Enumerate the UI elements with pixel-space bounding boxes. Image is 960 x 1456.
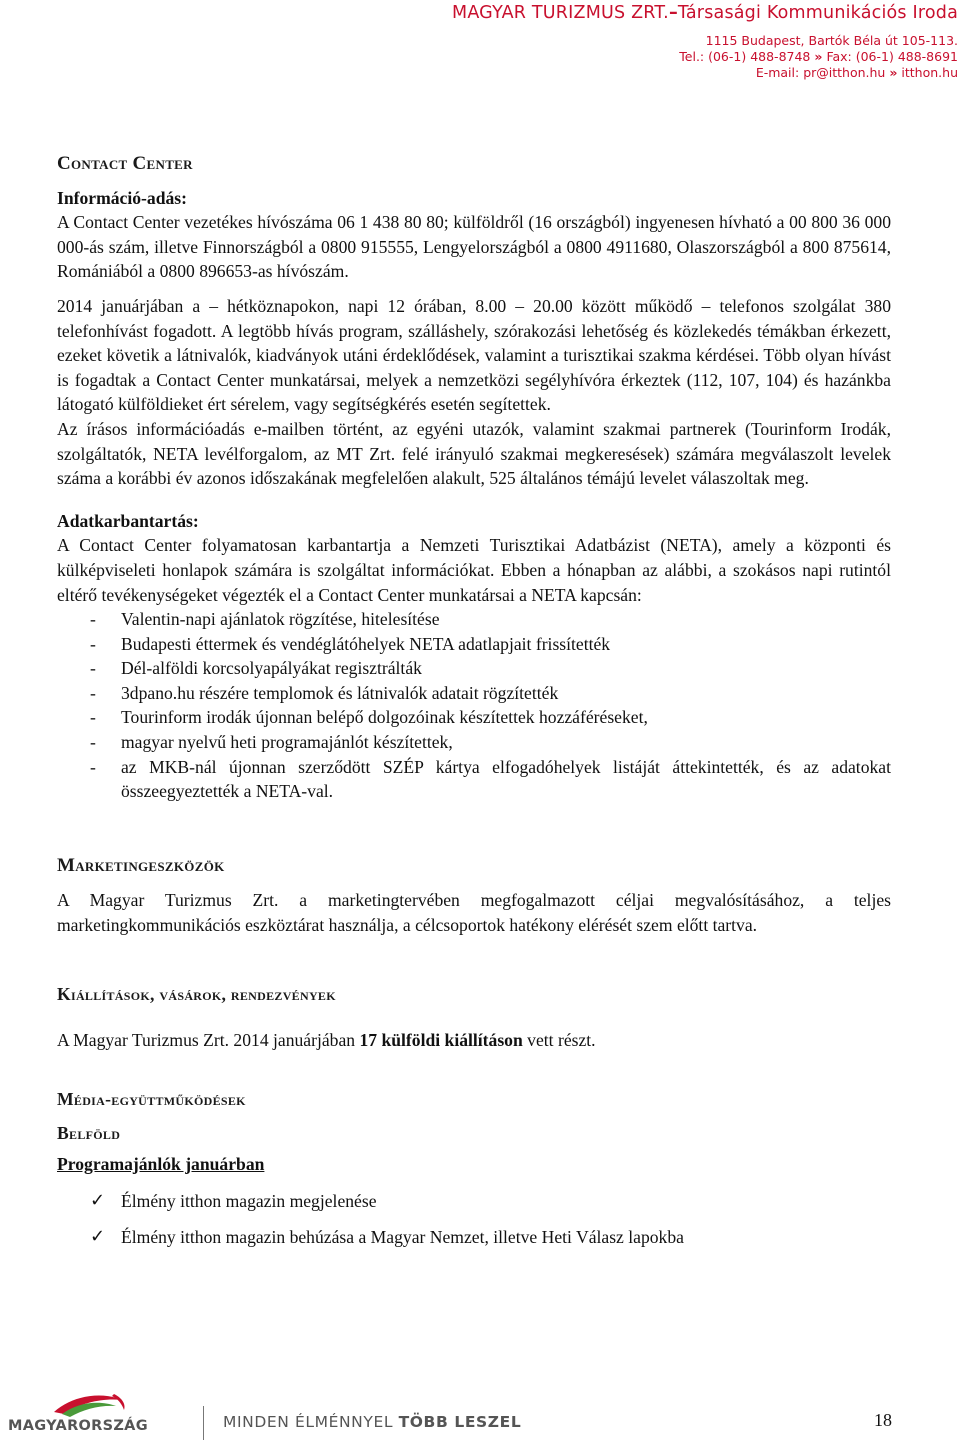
dash-icon: - [90, 633, 96, 654]
info-subheading: Információ-adás: [57, 187, 187, 208]
list-item: - 3dpano.hu részére templomok és látnivalók adatait rögzítették [57, 681, 891, 706]
fax: Fax: (06-1) 488-8691 [826, 49, 958, 64]
org-name: MAGYAR TURIZMUS ZRT. [452, 3, 669, 23]
maintenance-subheading: Adatkarbantartás: [57, 510, 199, 531]
logo-text: MAGYARORSZÁG [8, 1418, 148, 1434]
paragraph: A Magyar Turizmus Zrt. 2014 januárjában 17 külföldi kiállításon vett részt. [57, 1030, 596, 1051]
footer-divider [203, 1406, 204, 1440]
dash-icon: - [90, 682, 96, 703]
phone-fax-line [679, 49, 958, 64]
program-subheading: Programajánlók januárban [57, 1154, 265, 1174]
paragraph: A Magyar Turizmus Zrt. a marketingtervében megfogalmazott céljai megvalósításához, a teljes marketingkommunikációs eszköztárat használja, a célcsoportok hatékony elérését szem előtt tartva. [57, 890, 891, 936]
phone: Tel.: (06-1) 488-8748 [679, 49, 811, 64]
dash-icon: - [90, 609, 96, 630]
paragraph: A Contact Center folyamatosan karbantartja a Nemzeti Turisztikai Adatbázist (NETA), amely a központi és külképviseleti honlapok számára is szolgáltat információkat. Ebben a hónapban az alábbi, a szokásos napi rutintól eltérő tevékenységeket végezték el a Contact Center munkatársai a NETA kapcsán: [57, 535, 891, 605]
website: itthon.hu [901, 65, 958, 80]
section-heading-media: Média-együttműködések [57, 1088, 246, 1109]
section-heading-contact-center: Contact Center [57, 153, 193, 174]
list-item: - Valentin-napi ajánlatok rögzítése, hitelesítése [57, 607, 891, 632]
dash-icon: - [90, 658, 96, 679]
magyarorszag-logo [4, 1390, 194, 1450]
dash-icon: - [90, 756, 96, 777]
page-content [57, 152, 891, 1262]
address: 1115 Budapest, Bartók Béla út 105-113. [705, 33, 958, 48]
subheading-belfold: Belföld [57, 1123, 121, 1144]
separator-icon: » [814, 49, 823, 64]
list-item: - Budapesti éttermek és vendéglátóhelyek NETA adatlapjait frissítették [57, 632, 891, 657]
section-heading-exhibitions: Kiállítások, vásárok, rendezvények [57, 983, 336, 1004]
dash-icon: - [90, 732, 96, 753]
email-web-line [756, 65, 958, 80]
letterhead-title [452, 3, 958, 23]
letterhead [440, 0, 960, 90]
media-list [57, 1189, 891, 1250]
email: E-mail: pr@itthon.hu [755, 65, 886, 80]
page-footer [0, 1380, 960, 1456]
list-item: - Tourinform irodák újonnan belépő dolgozóinak készítettek hozzáféréseket, [57, 705, 891, 730]
list-item: - Dél-alföldi korcsolyapályákat regisztrálták [57, 656, 891, 681]
paragraph: 2014 januárjában a – hétköznapokon, napi 12 órában, 8.00 – 20.00 között működő – telefonos szolgálat 380 telefonhívást fogadott. A legtöbb hívás program, szálláshely, szórakozási lehetőség és közlekedés témákban érkezett, ezeket követik a látnivalók, kiadványok utáni érdeklődések, valamint a turisztikai szakma kérdései. Több olyan hívást is fogadtak a Contact Center munkatársai, melyek a nemzetközi segélyhívóra érkeztek (112, 107, 104) és hazánkba látogató külföldieket ért sérelem, vagy segítségkérés esetén segítettek. [57, 295, 891, 415]
list-item: ✓ Élmény itthon magazin behúzása a Magyar Nemzet, illetve Heti Válasz lapokba [57, 1225, 891, 1250]
dash-icon: - [90, 707, 96, 728]
task-list [57, 607, 891, 804]
org-dash: – [668, 3, 678, 23]
paragraph: A Contact Center vezetékes hívószáma 06 1 438 80 80; külföldről (16 országból) ingyenesen hívható a 00 800 36 000 000-ás szám, illetve Finnországból a 0800 915555, Lengyelországból a 0800 4911680, Olaszországból a 800 875614, Romániából a 0800 896653-as hívószám. [57, 212, 891, 282]
list-item: - magyar nyelvű heti programajánlót készítettek, [57, 730, 891, 755]
slogan: MINDEN ÉLMÉNNYEL TÖBB LESZEL [223, 1413, 522, 1431]
list-item: ✓ Élmény itthon magazin megjelenése [57, 1189, 891, 1214]
checkmark-icon: ✓ [90, 1226, 106, 1248]
list-item: - az MKB-nál újonnan szerződött SZÉP kártya elfogadóhelyek listáját áttekintették, és az adatokat összeegyeztették a NETA-val. [90, 756, 891, 802]
checkmark-icon: ✓ [90, 1189, 106, 1211]
paragraph: Az írásos információadás e-mailben történt, az egyéni utazók, valamint szakmai partnerek (Tourinform Irodák, szolgáltatók, NETA levélforgalom, az MT Zrt. felé irányuló szakmai megkeresések) számára megválaszolt levelek száma a korábbi év azonos időszakának megfelelően alakult, 525 általános témájú levelet válaszoltak meg. [57, 418, 891, 489]
dept-name: Társasági Kommunikációs Iroda [677, 3, 958, 23]
separator-icon: » [889, 65, 898, 80]
section-heading-marketing: Marketingeszközök [57, 854, 225, 876]
page-number: 18 [874, 1410, 892, 1430]
